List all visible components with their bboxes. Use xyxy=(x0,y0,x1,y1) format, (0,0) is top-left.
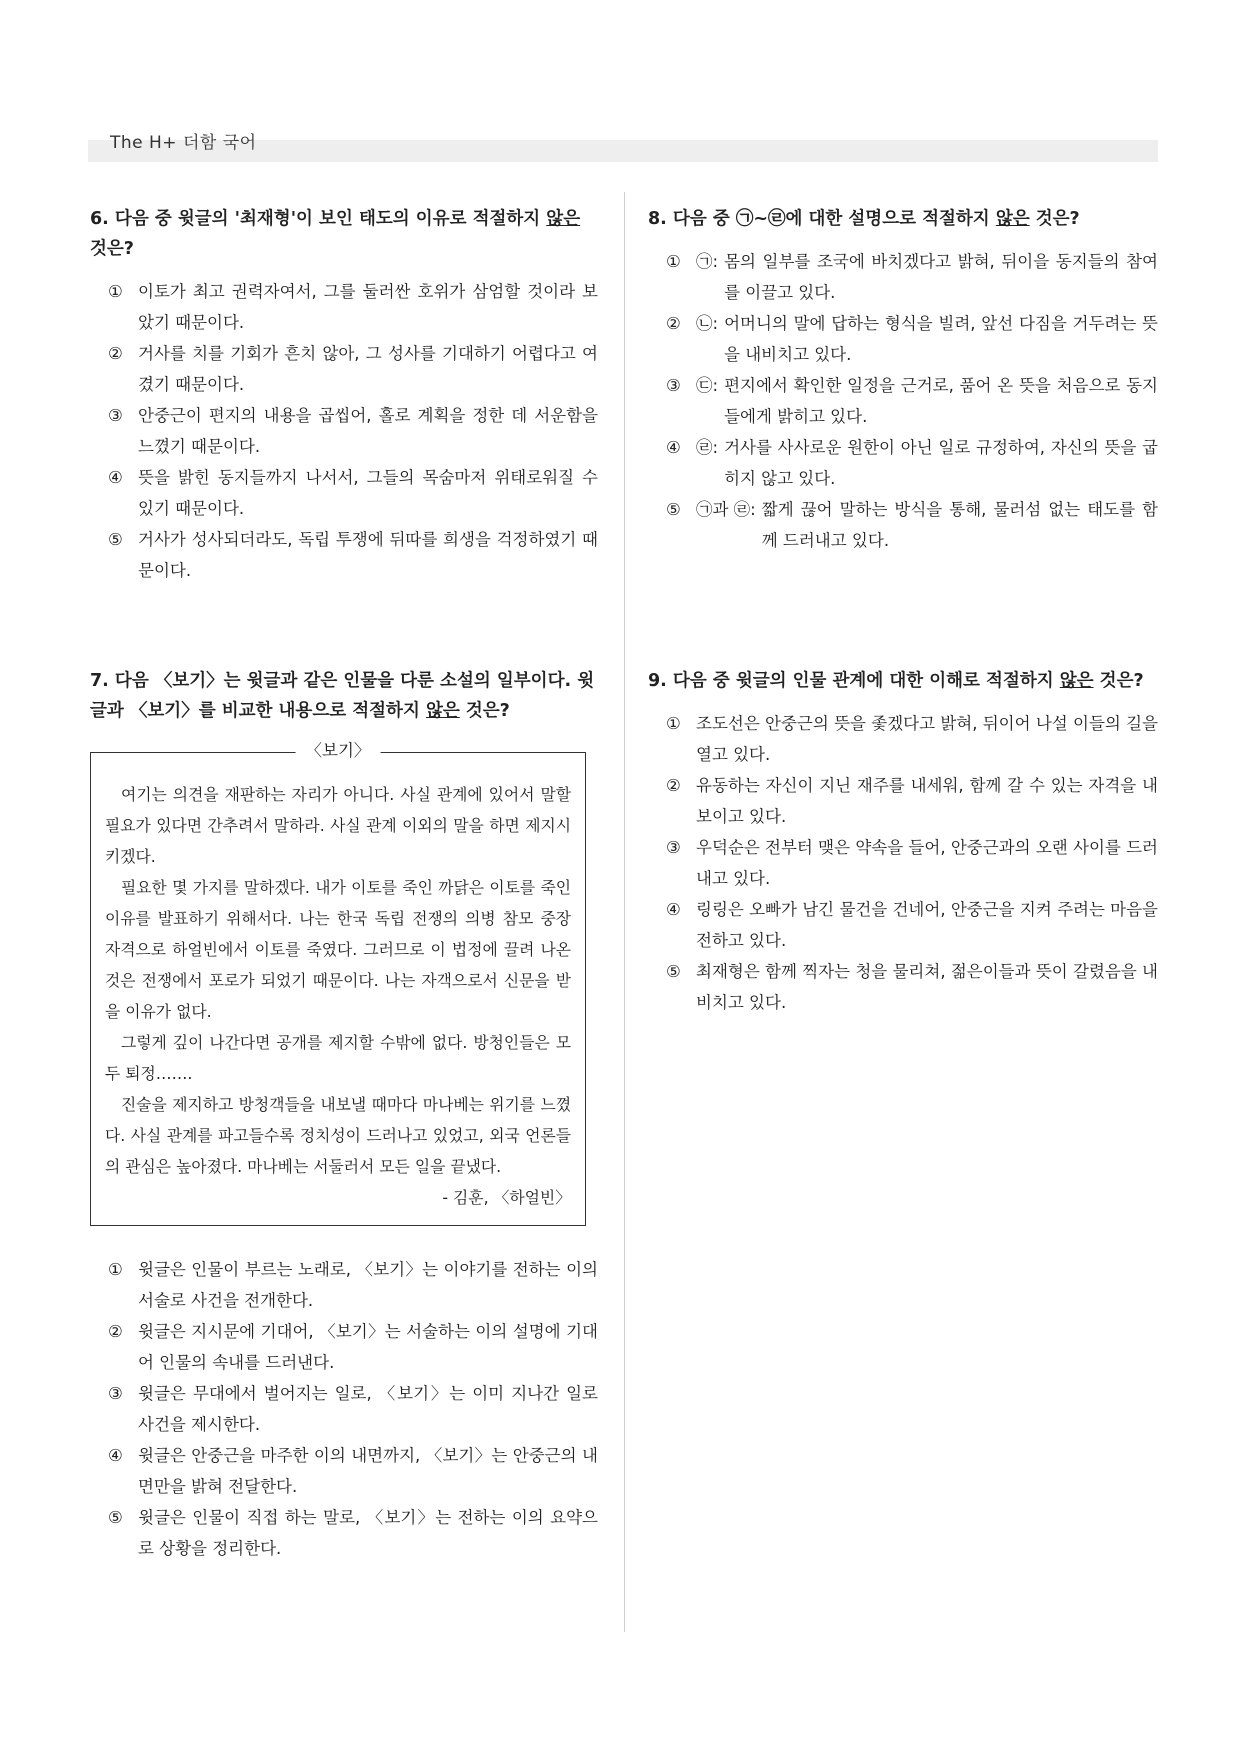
option-3[interactable] xyxy=(666,832,1158,894)
option-text: 윗글은 인물이 부르는 노래로, 〈보기〉는 이야기를 전하는 이의 서술로 사건을 전개한다. xyxy=(138,1260,598,1310)
option-text: 유동하는 자신이 지닌 재주를 내세워, 함께 갈 수 있는 자격을 내보이고 있다. xyxy=(696,776,1158,826)
option-number: ② xyxy=(666,314,681,333)
option-number: ② xyxy=(666,776,681,795)
example-source: - 김훈, 〈하얼빈〉 xyxy=(442,1188,571,1207)
option-text: 우덕순은 전부터 맺은 약속을 들어, 안중근과의 오랜 사이를 드러내고 있다. xyxy=(696,838,1158,888)
underlined-word: 않은 xyxy=(995,209,1030,229)
option-number: ⑤ xyxy=(108,530,123,549)
option-number: ⑤ xyxy=(666,500,681,519)
option-number: ④ xyxy=(666,438,681,457)
option-text: 윗글은 무대에서 벌어지는 일로, 〈보기〉는 이미 지나간 일로 사건을 제시한다. xyxy=(138,1384,598,1434)
option-number: ④ xyxy=(108,1446,123,1465)
question-text: 다음 중 윗글의 인물 관계에 대한 이해로 적절하지 xyxy=(672,671,1060,691)
option-4[interactable] xyxy=(108,1440,598,1502)
option-1[interactable] xyxy=(108,276,598,338)
option-5[interactable] xyxy=(108,1502,598,1564)
option-tag: ㉡: xyxy=(696,314,719,333)
question-9-options xyxy=(666,708,1158,1018)
option-text: 뜻을 밝힌 동지들까지 나서서, 그들의 목숨마저 위태로워질 수 있기 때문이다. xyxy=(138,468,598,518)
option-text: 윗글은 지시문에 기대어, 〈보기〉는 서술하는 이의 설명에 기대어 인물의 속내를 드러낸다. xyxy=(138,1322,598,1372)
option-number: ③ xyxy=(108,406,123,425)
option-tag: ㉢: xyxy=(696,376,719,395)
option-tag: ㉠: xyxy=(696,252,719,271)
option-number: ① xyxy=(108,282,123,301)
option-number: ① xyxy=(666,252,681,271)
option-2[interactable] xyxy=(666,770,1158,832)
underlined-word: 않은 xyxy=(546,209,581,229)
question-number: 9. xyxy=(648,671,667,691)
option-2[interactable] xyxy=(108,338,598,400)
question-number: 8. xyxy=(648,209,667,229)
example-paragraph: 여기는 의견을 재판하는 자리가 아니다. 사실 관계에 있어서 말할 필요가 있다면 간추려서 말하라. 사실 관계 이외의 말을 하면 제지시키겠다. xyxy=(105,785,571,866)
option-3[interactable] xyxy=(108,1378,598,1440)
question-7-title xyxy=(90,666,598,726)
underlined-word: 않은 xyxy=(1059,671,1094,691)
option-text: 거사가 성사되더라도, 독립 투쟁에 뒤따를 희생을 걱정하였기 때문이다. xyxy=(138,530,598,580)
question-text-end: 것은? xyxy=(1093,671,1144,691)
option-4[interactable] xyxy=(108,462,598,524)
question-7 xyxy=(90,666,598,1564)
option-text: 거사를 사사로운 원한이 아닌 일로 규정하여, 자신의 뜻을 굽히지 않고 있다. xyxy=(724,438,1158,488)
option-text: 링링은 오빠가 남긴 물건을 건네어, 안중근을 지켜 주려는 마음을 전하고 있다. xyxy=(696,900,1158,950)
question-number: 6. xyxy=(90,209,109,229)
option-5[interactable] xyxy=(666,956,1158,1018)
question-text-end: 것은? xyxy=(90,239,134,259)
column-divider xyxy=(624,192,625,1632)
example-paragraph: 그렇게 깊이 나간다면 공개를 제지할 수밖에 없다. 방청인들은 모두 퇴정……. xyxy=(105,1033,571,1083)
option-number: ① xyxy=(666,714,681,733)
option-3[interactable] xyxy=(108,400,598,462)
option-1[interactable] xyxy=(666,246,1158,308)
option-number: ③ xyxy=(108,1384,123,1403)
question-text: 다음 중 ㉠~㉣에 대한 설명으로 적절하지 xyxy=(672,209,996,229)
option-number: ② xyxy=(108,344,123,363)
option-4[interactable] xyxy=(666,432,1158,494)
option-3[interactable] xyxy=(666,370,1158,432)
option-5[interactable] xyxy=(108,524,598,586)
question-number: 7. xyxy=(90,671,109,691)
question-6-title xyxy=(90,204,598,264)
option-1[interactable] xyxy=(108,1254,598,1316)
example-paragraph: 진술을 제지하고 방청객들을 내보낼 때마다 마나베는 위기를 느꼈다. 사실 관계를 파고들수록 정치성이 드러나고 있었고, 외국 언론들의 관심은 높아졌다. 마나베는 서둘러서 모든 일을 끝냈다. xyxy=(105,1095,571,1176)
option-2[interactable] xyxy=(108,1316,598,1378)
question-text: 다음 중 윗글의 '최재형'이 보인 태도의 이유로 적절하지 xyxy=(114,209,547,229)
option-4[interactable] xyxy=(666,894,1158,956)
option-number: ③ xyxy=(666,838,681,857)
option-number: ⑤ xyxy=(108,1508,123,1527)
option-text: 어머니의 말에 답하는 형식을 빌려, 앞선 다짐을 거두려는 뜻을 내비치고 있다. xyxy=(724,314,1158,364)
option-number: ③ xyxy=(666,376,681,395)
option-number: ② xyxy=(108,1322,123,1341)
question-text-end: 것은? xyxy=(1029,209,1080,229)
question-7-options xyxy=(108,1254,598,1564)
question-8 xyxy=(648,204,1158,556)
option-text: 윗글은 안중근을 마주한 이의 내면까지, 〈보기〉는 안중근의 내면만을 밝혀 전달한다. xyxy=(138,1446,598,1496)
question-6 xyxy=(90,204,598,586)
option-tag: ㉣: xyxy=(696,438,719,457)
example-box-label: 〈보기〉 xyxy=(296,740,381,762)
page-header-title: The H+ 더함 국어 xyxy=(110,133,257,153)
option-2[interactable] xyxy=(666,308,1158,370)
option-text: 윗글은 인물이 직접 하는 말로, 〈보기〉는 전하는 이의 요약으로 상황을 정리한다. xyxy=(138,1508,598,1558)
option-tag: ㉠과 ㉣: xyxy=(696,500,756,519)
question-9 xyxy=(648,666,1158,1018)
option-number: ⑤ xyxy=(666,962,681,981)
option-text: 편지에서 확인한 일정을 근거로, 품어 온 뜻을 처음으로 동지들에게 밝히고 있다. xyxy=(724,376,1158,426)
question-6-options xyxy=(108,276,598,586)
option-5[interactable] xyxy=(666,494,1158,556)
option-text: 몸의 일부를 조국에 바치겠다고 밝혀, 뒤이을 동지들의 참여를 이끌고 있다. xyxy=(724,252,1158,302)
question-9-title xyxy=(648,666,1158,696)
option-text: 안중근이 편지의 내용을 곱씹어, 홀로 계획을 정한 데 서운함을 느꼈기 때문이다. xyxy=(138,406,598,456)
underlined-word: 않은 xyxy=(425,701,460,721)
question-8-title xyxy=(648,204,1158,234)
question-8-options xyxy=(666,246,1158,556)
option-number: ④ xyxy=(108,468,123,487)
example-paragraph: 필요한 몇 가지를 말하겠다. 내가 이토를 죽인 까닭은 이토를 죽인 이유를 발표하기 위해서다. 나는 한국 독립 전쟁의 의병 참모 중장 자격으로 하얼빈에서 이토를 죽였다. 그러므로 이 법정에 끌려 나온 것은 전쟁에서 포로가 되었기 때문이다. 나는 자객으로서 신문을 받을 이유가 없다. xyxy=(105,878,571,1021)
option-text: 최재형은 함께 찍자는 청을 물리쳐, 젊은이들과 뜻이 갈렸음을 내비치고 있다. xyxy=(696,962,1158,1012)
option-text: 짧게 끊어 말하는 방식을 통해, 물러섬 없는 태도를 함께 드러내고 있다. xyxy=(761,500,1158,550)
example-box-body xyxy=(90,752,586,1226)
option-text: 이토가 최고 권력자여서, 그를 둘러싼 호위가 삼엄할 것이라 보았기 때문이다. xyxy=(138,282,598,332)
option-number: ④ xyxy=(666,900,681,919)
option-text: 거사를 치를 기회가 흔치 않아, 그 성사를 기대하기 어렵다고 여겼기 때문이다. xyxy=(138,344,598,394)
question-text: 다음 〈보기〉는 윗글과 같은 인물을 다룬 소설의 일부이다. 윗글과 〈보기〉를 비교한 내용으로 적절하지 xyxy=(90,671,595,721)
option-1[interactable] xyxy=(666,708,1158,770)
option-number: ① xyxy=(108,1260,123,1279)
option-text: 조도선은 안중근의 뜻을 좇겠다고 밝혀, 뒤이어 나설 이들의 길을 열고 있다. xyxy=(696,714,1158,764)
example-box xyxy=(90,741,586,1226)
question-text-end: 것은? xyxy=(459,701,510,721)
